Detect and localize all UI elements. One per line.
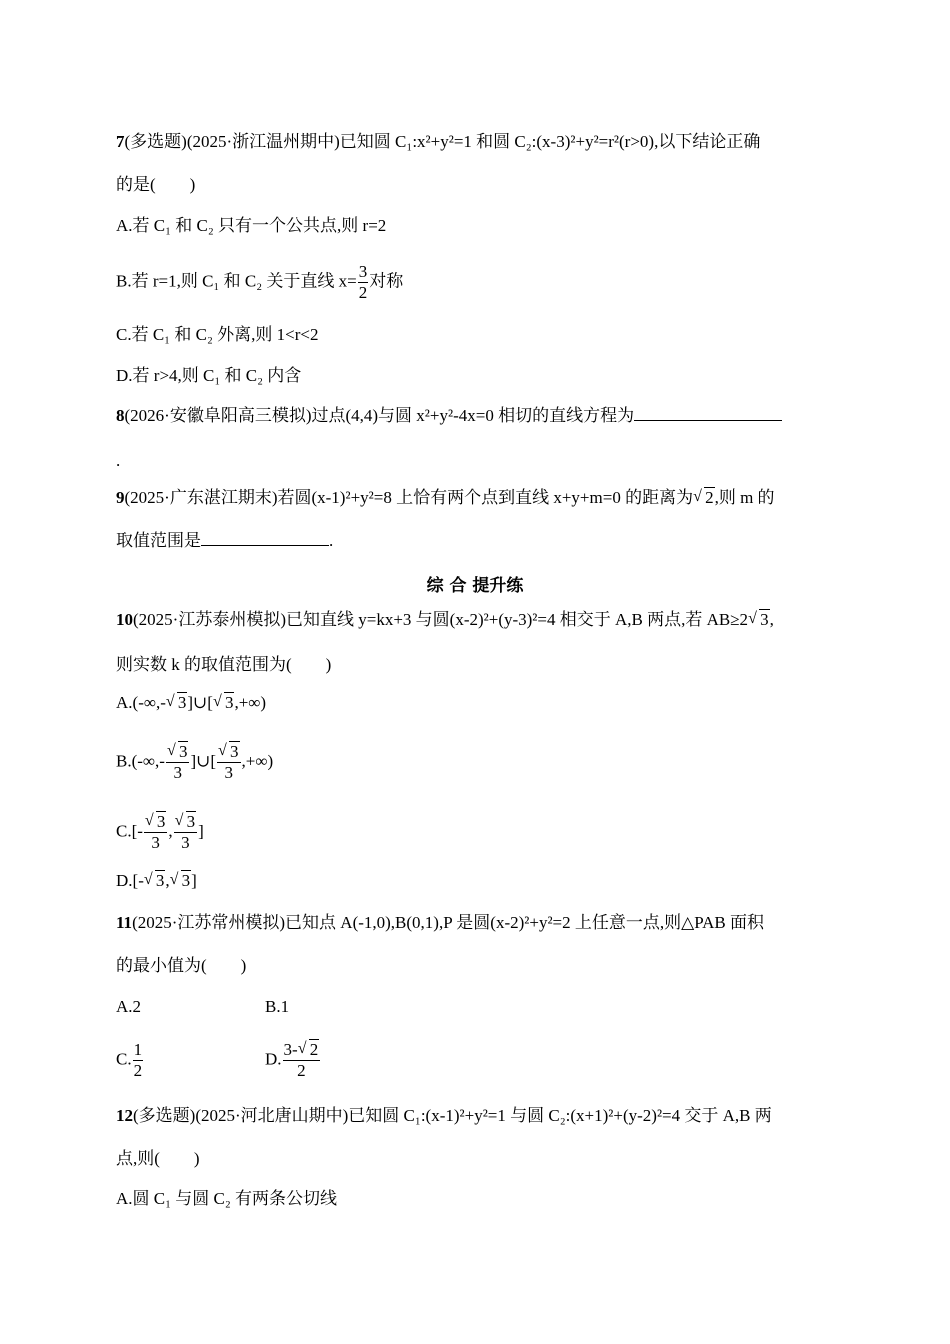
q12-stem-text: (多选题)(2025·河北唐山期中)已知圆 C₁:(x-1)²+y²=1 与圆 C₂:(x+1)²+(y-2)²=4 交于 A,B 两	[133, 1106, 772, 1125]
q10-option-c-comma: ,	[168, 821, 173, 841]
q10-number: 10	[116, 610, 133, 629]
q9-line2-text: 取值范围是	[116, 531, 201, 550]
q10-line2: 则实数 k 的取值范围为( )	[116, 655, 332, 674]
q10-d-sqrt-2	[170, 870, 192, 892]
q7-fraction-numerator: 3	[358, 262, 368, 281]
q10-c-fraction-2-den: 3	[181, 833, 190, 852]
q7-option-b-text: B.若 r=1,则 C₁ 和 C₂ 关于直线 x=	[116, 271, 357, 291]
q10-d-radicand-2: 3	[181, 871, 191, 890]
q7-fraction	[358, 262, 369, 303]
q10-option-a	[116, 692, 266, 714]
q10-c-fraction-1-den: 3	[151, 833, 160, 852]
q10-b-fraction-2	[217, 742, 241, 783]
q10-option-a-text: A.(-∞,-	[116, 693, 166, 712]
q8-stem-text: (2026·安徽阜阳高三模拟)过点(4,4)与圆 x²+y²-4x=0 相切的直线方程为	[124, 406, 635, 425]
q9-sqrt-radicand: 2	[705, 488, 714, 507]
q10-c-radicand-2: 3	[186, 812, 196, 831]
q10-c-fraction-1	[144, 812, 168, 853]
q11-number: 11	[116, 913, 133, 932]
q10-d-radicand-1: 3	[155, 871, 165, 890]
q10-c-fraction-2-num	[174, 812, 198, 833]
q7-option-b-tail: 对称	[369, 271, 404, 291]
q11-option-d-text: D.	[265, 1049, 282, 1069]
q10-option-a-tail: ,+∞)	[234, 693, 267, 712]
q10-option-d-tail: ]	[191, 871, 197, 890]
q10-option-d	[116, 870, 197, 892]
q9-answer-blank[interactable]	[201, 545, 329, 546]
section-title: 综 合 提升练	[426, 576, 524, 596]
q11-c-fraction	[133, 1040, 144, 1081]
q10-b-radicand-1: 3	[178, 742, 188, 761]
q9-line2-period: .	[329, 531, 334, 550]
q7-option-a: A.若 C₁ 和 C₂ 只有一个公共点,则 r=2	[116, 216, 387, 235]
q9-line2	[116, 530, 333, 552]
q9-number: 9	[116, 488, 125, 507]
q10-option-d-comma: ,	[165, 871, 170, 890]
q10-c-fraction-2	[174, 812, 198, 853]
q8-line2: .	[116, 451, 121, 470]
q10-b-fraction-1	[166, 742, 190, 783]
q7-option-b	[116, 262, 403, 303]
q11-option-d	[265, 1040, 321, 1081]
q11-d-fraction-num	[283, 1040, 321, 1061]
q11-option-c-text: C.	[116, 1049, 132, 1069]
q8-line1	[116, 405, 782, 427]
q10-option-c-tail: ]	[198, 821, 204, 841]
q10-a-sqrt-2	[213, 692, 235, 714]
q7-stem-text: (多选题)(2025·浙江温州期中)已知圆 C₁:x²+y²=1 和圆 C₂:(x-3)²+y²=r²(r>0),以下结论正确	[124, 132, 761, 151]
q11-stem-text: (2025·江苏常州模拟)已知点 A(-1,0),B(0,1),P 是圆(x-2)²+y²=2 上任意一点,则△PAB 面积	[132, 913, 764, 932]
q10-option-b	[116, 742, 273, 783]
q10-sqrt	[748, 609, 770, 631]
q10-option-d-text: D.[-	[116, 871, 144, 890]
q11-option-c	[116, 1040, 144, 1081]
q7-number: 7	[116, 132, 125, 151]
q10-c-radicand-1: 3	[156, 812, 166, 831]
q11-line1	[116, 912, 764, 934]
q10-a-radicand-1: 3	[177, 693, 187, 712]
q10-option-a-union: ]∪[	[187, 693, 213, 712]
q7-option-d: D.若 r>4,则 C₁ 和 C₂ 内含	[116, 366, 302, 385]
q11-c-fraction-num: 1	[133, 1040, 143, 1059]
q11-option-b: B.1	[265, 997, 290, 1016]
q10-d-sqrt-1	[144, 870, 166, 892]
q9-stem-text: (2025·广东湛江期末)若圆(x-1)²+y²=8 上恰有两个点到直线 x+y+m=0 的距离为	[124, 488, 694, 507]
q10-b-fraction-2-den: 3	[224, 763, 234, 782]
q10-b-fraction-1-num	[166, 742, 190, 763]
q11-d-radicand: 2	[309, 1040, 319, 1059]
q7-fraction-denominator: 2	[358, 283, 368, 302]
q10-a-radicand-2: 3	[224, 693, 234, 712]
q10-option-c-text: C.[-	[116, 821, 143, 841]
q11-line2: 的最小值为( )	[116, 956, 247, 975]
q10-a-sqrt-1	[166, 692, 188, 714]
q10-option-b-tail: ,+∞)	[241, 751, 274, 771]
q11-d-fraction-den: 2	[297, 1061, 306, 1080]
q11-d-fraction	[283, 1040, 321, 1081]
q10-sqrt-radicand: 3	[760, 610, 769, 629]
q10-b-fraction-1-den: 3	[173, 763, 182, 782]
q12-line1	[116, 1105, 772, 1127]
q12-number: 12	[116, 1106, 133, 1125]
q10-option-b-union: ]∪[	[190, 751, 217, 771]
q10-line1	[116, 609, 774, 631]
q10-b-fraction-2-num	[217, 742, 241, 763]
q9-line1	[116, 487, 775, 509]
q11-c-fraction-den: 2	[133, 1061, 143, 1080]
q7-option-c: C.若 C₁ 和 C₂ 外离,则 1<r<2	[116, 325, 319, 344]
q10-option-b-text: B.(-∞,-	[116, 751, 165, 771]
q10-c-fraction-1-num	[144, 812, 168, 833]
q9-sqrt	[693, 487, 715, 509]
q7-line1	[116, 131, 760, 153]
q8-number: 8	[116, 406, 125, 425]
q10-stem-text: (2025·江苏泰州模拟)已知直线 y=kx+3 与圆(x-2)²+(y-3)²=4 相交于 A,B 两点,若 AB≥2	[133, 610, 749, 629]
q10-stem-tail: ,	[769, 610, 774, 629]
q11-option-a: A.2	[116, 997, 142, 1016]
q9-stem-tail: ,则 m 的	[714, 488, 775, 507]
q7-line2: 的是( )	[116, 175, 196, 194]
q12-option-a: A.圆 C₁ 与圆 C₂ 有两条公切线	[116, 1189, 338, 1208]
q12-line2: 点,则( )	[116, 1149, 200, 1168]
q8-answer-blank[interactable]	[634, 420, 782, 421]
q11-d-fraction-num-text: 3-	[283, 1040, 298, 1059]
q10-b-radicand-2: 3	[230, 742, 239, 761]
q10-option-c	[116, 812, 204, 853]
